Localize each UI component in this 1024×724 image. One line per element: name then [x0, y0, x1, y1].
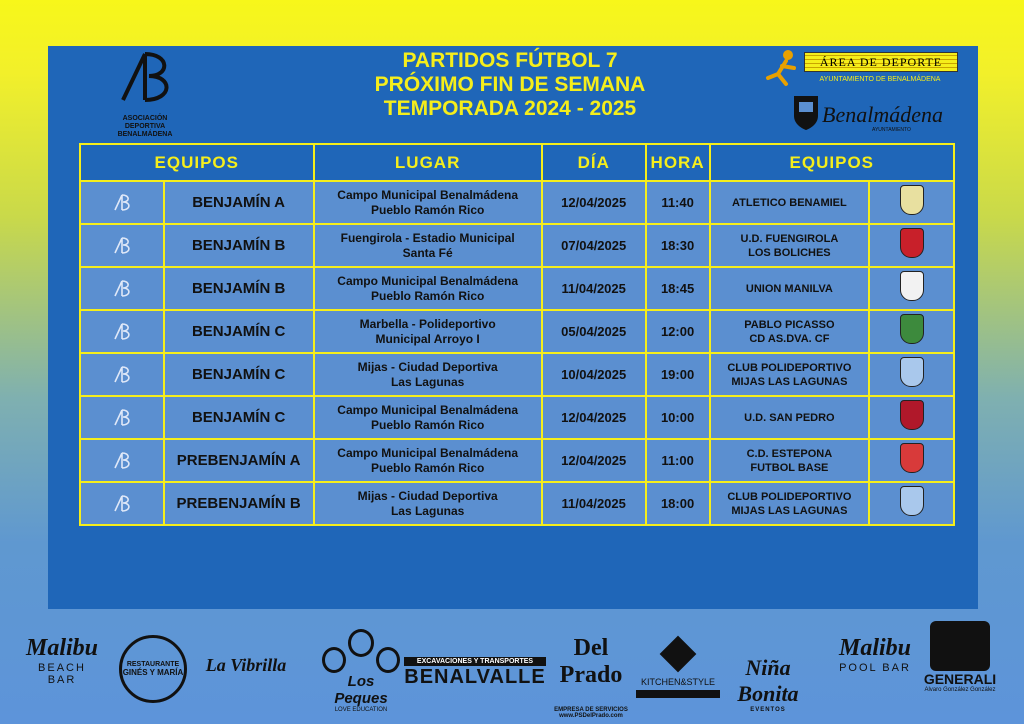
club-monogram-icon: [112, 452, 132, 470]
match-time: 18:30: [646, 224, 710, 267]
sponsor-benalvalle: EXCAVACIONES Y TRANSPORTES BENALVALLE: [404, 658, 546, 688]
team-category: BENJAMÍN B: [164, 267, 314, 310]
club-mini-logo: [80, 181, 164, 224]
sponsor-generali: GENERALI Alvaro González González: [916, 621, 1004, 693]
team-category: PREBENJAMÍN A: [164, 439, 314, 482]
team-category: BENJAMÍN C: [164, 396, 314, 439]
area-deporte-banner: ÁREA DE DEPORTE: [804, 52, 958, 72]
opponent-name: UNION MANILVA: [710, 267, 870, 310]
club-monogram-icon: [112, 194, 132, 212]
crest-icon: [900, 486, 924, 516]
crest-icon: [900, 400, 924, 430]
opponent-name: ATLETICO BENAMIEL: [710, 181, 870, 224]
opponent-name: PABLO PICASSO CD AS.DVA. CF: [710, 310, 870, 353]
club-monogram-icon: [112, 237, 132, 255]
club-mini-logo: [80, 482, 164, 525]
opponent-name: CLUB POLIDEPORTIVO MIJAS LAS LAGUNAS: [710, 353, 870, 396]
matches-table: [79, 143, 955, 526]
team-category: BENJAMÍN C: [164, 353, 314, 396]
venue: Mijas - Ciudad Deportiva Las Lagunas: [314, 482, 542, 525]
match-date: 11/04/2025: [542, 267, 646, 310]
club-mini-logo: [80, 439, 164, 482]
crest-icon: [900, 228, 924, 258]
venue: Campo Municipal Benalmádena Pueblo Ramón Rico: [314, 396, 542, 439]
opponent-name: U.D. SAN PEDRO: [710, 396, 870, 439]
team-category: BENJAMÍN A: [164, 181, 314, 224]
match-row: [80, 224, 954, 267]
opponent-crest: [869, 439, 954, 482]
crest-icon: [900, 357, 924, 387]
match-row: [80, 482, 954, 525]
match-row: [80, 310, 954, 353]
opponent-crest: [869, 267, 954, 310]
club-monogram-icon: [112, 409, 132, 427]
opponent-crest: [869, 482, 954, 525]
crest-icon: [900, 314, 924, 344]
team-category: BENJAMÍN B: [164, 224, 314, 267]
venue: Campo Municipal Benalmádena Pueblo Ramón Rico: [314, 439, 542, 482]
club-mini-logo: [80, 396, 164, 439]
team-category: BENJAMÍN C: [164, 310, 314, 353]
club-monogram-icon: [115, 50, 175, 108]
match-date: 12/04/2025: [542, 439, 646, 482]
crest-icon: [900, 185, 924, 215]
opponent-crest: [869, 353, 954, 396]
venue: Campo Municipal Benalmádena Pueblo Ramón Rico: [314, 267, 542, 310]
match-time: 18:00: [646, 482, 710, 525]
match-date: 11/04/2025: [542, 482, 646, 525]
opponent-crest: [869, 181, 954, 224]
header-equipos-right: EQUIPOS: [710, 144, 954, 181]
match-date: 12/04/2025: [542, 396, 646, 439]
sponsor-del-prado: Del Prado EMPRESA DE SERVICIOS www.PSDelPrado.com: [554, 635, 628, 719]
match-time: 11:00: [646, 439, 710, 482]
venue: Mijas - Ciudad Deportiva Las Lagunas: [314, 353, 542, 396]
venue: Marbella - Polideportivo Municipal Arroyo I: [314, 310, 542, 353]
opponent-name: U.D. FUENGIROLA LOS BOLICHES: [710, 224, 870, 267]
opponent-name: CLUB POLIDEPORTIVO MIJAS LAS LAGUNAS: [710, 482, 870, 525]
match-time: 19:00: [646, 353, 710, 396]
club-monogram-icon: [112, 323, 132, 341]
header-equipos-left: EQUIPOS: [80, 144, 314, 181]
match-row: [80, 396, 954, 439]
match-row: [80, 181, 954, 224]
venue: Campo Municipal Benalmádena Pueblo Ramón Rico: [314, 181, 542, 224]
match-date: 12/04/2025: [542, 181, 646, 224]
club-mini-logo: [80, 267, 164, 310]
page-title: PARTIDOS FÚTBOL 7 PRÓXIMO FIN DE SEMANA TEMPORADA 2024 - 2025: [374, 49, 646, 120]
sponsor-malibu-pool: Malibu POOL BAR: [838, 635, 912, 674]
match-date: 07/04/2025: [542, 224, 646, 267]
sponsor-malibu-beach: Malibu BEACH BAR: [25, 635, 99, 686]
header-dia: DÍA: [542, 144, 646, 181]
sponsor-los-peques: Los Peques LOVE EDUCATION: [322, 629, 400, 713]
match-time: 10:00: [646, 396, 710, 439]
club-logo: ASOCIACIÓN DEPORTIVA BENALMÁDENA: [105, 50, 185, 140]
club-monogram-icon: [112, 366, 132, 384]
sponsor-nina-bonita: Niña Bonita EVENTOS: [737, 655, 799, 713]
match-time: 11:40: [646, 181, 710, 224]
crest-icon: [900, 443, 924, 473]
area-deporte-logo: ÁREA DE DEPORTE AYUNTAMIENTO DE BENALMÁDENA Benalmádena AYUNTAMIENTO: [762, 48, 962, 138]
club-mini-logo: [80, 224, 164, 267]
match-row: [80, 267, 954, 310]
header-lugar: LUGAR: [314, 144, 542, 181]
town-shield-icon: [792, 92, 820, 132]
opponent-name: C.D. ESTEPONA FUTBOL BASE: [710, 439, 870, 482]
opponent-crest: [869, 224, 954, 267]
sponsor-gines-maria: RESTAURANTE GINÉS Y MARÍA: [112, 635, 194, 703]
match-time: 18:45: [646, 267, 710, 310]
match-row: [80, 439, 954, 482]
club-monogram-icon: [112, 495, 132, 513]
match-time: 12:00: [646, 310, 710, 353]
match-row: [80, 353, 954, 396]
header-hora: HORA: [646, 144, 710, 181]
club-monogram-icon: [112, 280, 132, 298]
team-category: PREBENJAMÍN B: [164, 482, 314, 525]
opponent-crest: [869, 310, 954, 353]
opponent-crest: [869, 396, 954, 439]
match-date: 10/04/2025: [542, 353, 646, 396]
club-mini-logo: [80, 310, 164, 353]
crest-icon: [900, 271, 924, 301]
runner-icon: [762, 48, 802, 88]
sponsor-la-vibrilla: La Vibrilla: [205, 655, 287, 675]
match-date: 05/04/2025: [542, 310, 646, 353]
sponsor-kitchen-style: KITCHEN&STYLE: [636, 635, 720, 698]
club-mini-logo: [80, 353, 164, 396]
sponsors-strip: [0, 615, 1024, 724]
venue: Fuengirola - Estadio Municipal Santa Fé: [314, 224, 542, 267]
